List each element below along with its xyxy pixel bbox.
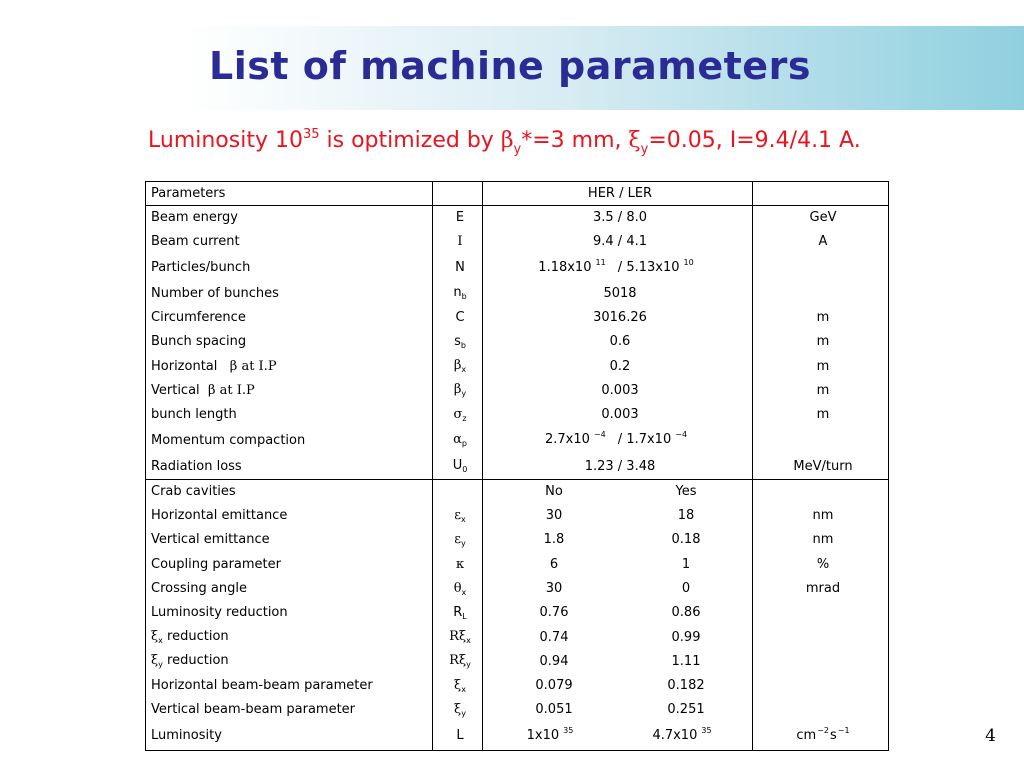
ler-value: 0.251 (667, 702, 705, 718)
her-value: 30 (545, 581, 563, 596)
param-name: Circumference (146, 306, 433, 330)
param-name: Radiation loss (146, 454, 433, 479)
header-her-ler: HER / LER (483, 182, 753, 206)
param-symbol: $\varepsilon_y$ (433, 528, 483, 552)
table-row (146, 650, 889, 674)
param-unit (753, 282, 889, 306)
ler-value: 1.11 (671, 653, 701, 669)
param-value: 0.003 (483, 403, 753, 427)
param-unit (753, 625, 889, 649)
param-name: Horizontal β at I.P (146, 354, 433, 378)
param-unit (753, 698, 889, 722)
param-symbol: L (433, 723, 483, 751)
param-value (483, 674, 753, 698)
param-symbol: N (433, 255, 483, 282)
param-value (483, 625, 753, 649)
table-row (146, 454, 889, 479)
param-unit: A (753, 230, 889, 254)
param-value (483, 698, 753, 722)
slide-title: List of machine parameters (209, 44, 811, 88)
param-name: bunch length (146, 403, 433, 427)
table-row (146, 379, 889, 403)
param-symbol: $R_L$ (433, 601, 483, 625)
param-symbol: C (433, 306, 483, 330)
header-symbol (433, 182, 483, 206)
table-row (146, 230, 889, 254)
param-unit (753, 674, 889, 698)
param-symbol: $R\xi_y$ (433, 650, 483, 674)
param-name: Coupling parameter (146, 553, 433, 577)
param-unit: m (753, 354, 889, 378)
param-name: Particles/bunch (146, 255, 433, 282)
param-value: 1.18x10 $^{11}$ / 5.13x10 $^{10}$ (483, 255, 753, 282)
ler-value: 0 (681, 581, 691, 596)
ler-value: 0.18 (671, 532, 701, 548)
param-unit: MeV/turn (753, 454, 889, 479)
param-name: Beam energy (146, 206, 433, 231)
table-header-row (146, 182, 889, 206)
param-symbol: $s_b$ (433, 330, 483, 354)
param-value: 9.4 / 4.1 (483, 230, 753, 254)
her-value: 30 (545, 508, 563, 524)
param-unit: nm (753, 504, 889, 528)
her-value: 0.079 (535, 678, 573, 694)
param-name: Vertical β at I.P (146, 379, 433, 403)
param-symbol: $\sigma_z$ (433, 403, 483, 427)
her-value: 0.76 (539, 605, 569, 621)
parameter-table (145, 181, 889, 751)
param-unit (753, 255, 889, 282)
header-unit (753, 182, 889, 206)
param-symbol: κ (433, 553, 483, 577)
her-value: 1x10 $^{35}$ (526, 725, 574, 743)
param-name: Luminosity (146, 723, 433, 751)
param-unit: nm (753, 528, 889, 552)
her-value: 0.051 (535, 702, 573, 718)
param-value: 0.2 (483, 354, 753, 378)
ler-value: 0.86 (671, 605, 701, 621)
param-symbol: $\alpha_p$ (433, 427, 483, 454)
her-value: 1.8 (543, 532, 565, 548)
her-value: 0.74 (539, 629, 569, 645)
table-row (146, 330, 889, 354)
header-parameters: Parameters (146, 182, 433, 206)
param-symbol: $\beta_y$ (433, 379, 483, 403)
param-name: Horizontal beam-beam parameter (146, 674, 433, 698)
param-value (483, 479, 753, 504)
slide-subtitle: Luminosity $10^{35}$ is optimized by $\beta_y*=3$ mm, $\xi_y=0.05$, I=9.4/4.1 A. (148, 127, 861, 157)
param-value: 1.23 / 3.48 (483, 454, 753, 479)
table-row (146, 698, 889, 722)
her-value: 0.94 (539, 653, 569, 669)
table-row (146, 255, 889, 282)
param-symbol: E (433, 206, 483, 231)
param-name: Horizontal emittance (146, 504, 433, 528)
param-value (483, 577, 753, 601)
page-number: 4 (985, 726, 996, 746)
param-name: $\xi_y$ reduction (146, 650, 433, 674)
param-symbol: $n_b$ (433, 282, 483, 306)
param-name: Crab cavities (146, 479, 433, 504)
table-row (146, 354, 889, 378)
param-symbol: $\beta_x$ (433, 354, 483, 378)
param-name: Momentum compaction (146, 427, 433, 454)
table-row (146, 528, 889, 552)
table-row (146, 553, 889, 577)
param-name: Number of bunches (146, 282, 433, 306)
param-name: Luminosity reduction (146, 601, 433, 625)
table-row (146, 577, 889, 601)
table-row (146, 427, 889, 454)
param-value: 3.5 / 8.0 (483, 206, 753, 231)
param-value (483, 723, 753, 751)
table-row (146, 206, 889, 231)
table-row (146, 601, 889, 625)
param-unit (753, 650, 889, 674)
param-value: 0.6 (483, 330, 753, 354)
table-row (146, 282, 889, 306)
param-value (483, 528, 753, 552)
param-unit (753, 427, 889, 454)
param-unit (753, 479, 889, 504)
param-value: 0.003 (483, 379, 753, 403)
ler-value: 0.182 (667, 678, 705, 694)
param-symbol: $U_0$ (433, 454, 483, 479)
param-unit: % (753, 553, 889, 577)
param-value: 3016.26 (483, 306, 753, 330)
table-row (146, 306, 889, 330)
ler-value: 0.99 (671, 629, 701, 645)
param-unit: m (753, 330, 889, 354)
table-row (146, 674, 889, 698)
param-unit (753, 601, 889, 625)
table-row (146, 479, 889, 504)
table-row (146, 504, 889, 528)
param-value (483, 553, 753, 577)
param-symbol: $\theta_x$ (433, 577, 483, 601)
table-row (146, 403, 889, 427)
ler-value: Yes (675, 483, 697, 499)
param-symbol: I (433, 230, 483, 254)
param-name: Vertical beam-beam parameter (146, 698, 433, 722)
param-value: 2.7x10 $^{-4}$ / 1.7x10 $^{-4}$ (483, 427, 753, 454)
ler-value: 1 (681, 556, 691, 572)
param-name: Beam current (146, 230, 433, 254)
ler-value: 4.7x10 $^{35}$ (652, 725, 712, 743)
param-name: Crossing angle (146, 577, 433, 601)
param-unit: m (753, 379, 889, 403)
param-value: 5018 (483, 282, 753, 306)
param-symbol: $\xi_x$ (433, 674, 483, 698)
param-symbol: $\varepsilon_x$ (433, 504, 483, 528)
param-name: Bunch spacing (146, 330, 433, 354)
her-value: 6 (549, 556, 559, 572)
param-symbol: $R\xi_x$ (433, 625, 483, 649)
her-value: No (545, 483, 563, 499)
param-unit: mrad (753, 577, 889, 601)
param-name: $\xi_x$ reduction (146, 625, 433, 649)
param-unit: m (753, 403, 889, 427)
param-value (483, 601, 753, 625)
param-name: Vertical emittance (146, 528, 433, 552)
table-row (146, 625, 889, 649)
param-symbol: $\xi_y$ (433, 698, 483, 722)
param-value (483, 504, 753, 528)
ler-value: 18 (677, 508, 695, 524)
param-unit: $cm^{-2}s^{-1}$ (753, 723, 889, 751)
param-unit: GeV (753, 206, 889, 231)
table-row-luminosity (146, 723, 889, 751)
param-symbol (433, 479, 483, 504)
param-unit: m (753, 306, 889, 330)
param-value (483, 650, 753, 674)
